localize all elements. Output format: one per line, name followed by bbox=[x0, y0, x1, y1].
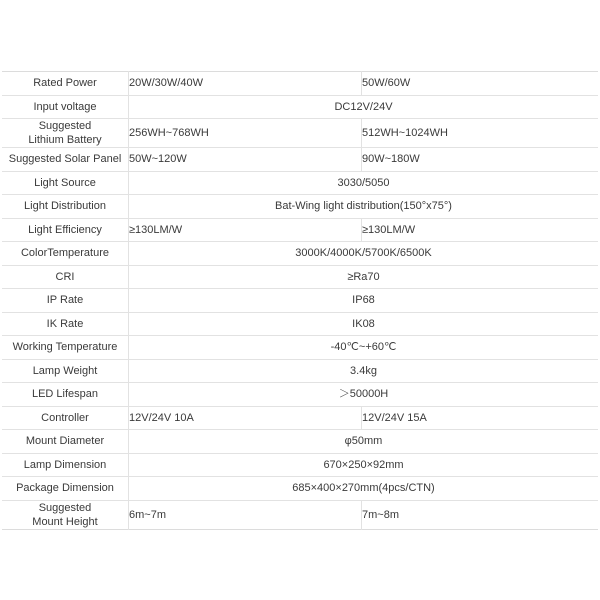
row-label-line1: LED Lifespan bbox=[31, 388, 99, 401]
table-row bbox=[2, 359, 598, 383]
table-row bbox=[2, 289, 598, 313]
table-row bbox=[2, 242, 598, 266]
table-row bbox=[2, 265, 598, 289]
row-value-merged: 670×250×92mm bbox=[129, 453, 599, 477]
row-label-line1: Light Source bbox=[34, 176, 96, 189]
row-label bbox=[2, 218, 129, 242]
row-value-merged: 685×400×270mm(4pcs/CTN) bbox=[129, 477, 599, 501]
row-label bbox=[2, 242, 129, 266]
row-value-secondary: ≥130LM/W bbox=[362, 218, 599, 242]
table-row bbox=[2, 312, 598, 336]
specification-table-body bbox=[2, 72, 598, 530]
row-label bbox=[2, 406, 129, 430]
row-label bbox=[2, 430, 129, 454]
row-label bbox=[2, 148, 129, 172]
row-value-merged: 3000K/4000K/5700K/6500K bbox=[129, 242, 599, 266]
row-value-secondary: 12V/24V 15A bbox=[362, 406, 599, 430]
row-label-line1: Input voltage bbox=[33, 100, 97, 113]
table-row bbox=[2, 95, 598, 119]
table-row bbox=[2, 430, 598, 454]
row-label-line1: ColorTemperature bbox=[20, 247, 110, 260]
row-value-merged: 3030/5050 bbox=[129, 171, 599, 195]
row-label-line2: Lithium Battery bbox=[28, 134, 102, 147]
row-label-line1: Suggested Solar Panel bbox=[8, 153, 122, 166]
row-label bbox=[2, 453, 129, 477]
row-value-merged: Bat-Wing light distribution(150°x75°) bbox=[129, 195, 599, 219]
row-value-primary: ≥130LM/W bbox=[129, 218, 362, 242]
row-value-merged: φ50mm bbox=[129, 430, 599, 454]
table-row bbox=[2, 72, 598, 96]
row-value-primary: 256WH~768WH bbox=[129, 119, 362, 148]
row-value-secondary: 7m~8m bbox=[362, 500, 599, 529]
specification-table bbox=[2, 71, 598, 530]
row-label-line1: Controller bbox=[41, 411, 89, 424]
row-value-merged: 3.4kg bbox=[129, 359, 599, 383]
specification-table-container bbox=[2, 71, 598, 530]
row-label bbox=[2, 359, 129, 383]
row-label-line1: Rated Power bbox=[33, 77, 97, 90]
row-label-line1: Light Efficiency bbox=[28, 223, 102, 236]
row-value-merged: -40℃~+60℃ bbox=[129, 336, 599, 360]
table-row bbox=[2, 336, 598, 360]
row-label bbox=[2, 72, 129, 96]
row-label bbox=[2, 383, 129, 407]
row-value-primary: 6m~7m bbox=[129, 500, 362, 529]
row-label-line1: Suggested bbox=[38, 120, 92, 132]
table-row bbox=[2, 119, 598, 148]
row-label-line1: Lamp Dimension bbox=[23, 458, 107, 471]
row-label bbox=[2, 477, 129, 501]
row-label bbox=[2, 95, 129, 119]
table-row bbox=[2, 477, 598, 501]
table-row bbox=[2, 171, 598, 195]
row-label-line1: IK Rate bbox=[46, 317, 84, 330]
row-label bbox=[2, 119, 129, 148]
row-label-line1: Light Distribution bbox=[24, 200, 106, 213]
table-row bbox=[2, 383, 598, 407]
row-value-merged: IK08 bbox=[129, 312, 599, 336]
row-label-line1: CRI bbox=[55, 270, 75, 283]
row-value-merged: IP68 bbox=[129, 289, 599, 313]
table-row bbox=[2, 406, 598, 430]
row-value-secondary: 50W/60W bbox=[362, 72, 599, 96]
row-label bbox=[2, 265, 129, 289]
row-label bbox=[2, 171, 129, 195]
row-value-primary: 12V/24V 10A bbox=[129, 406, 362, 430]
row-label-line1: IP Rate bbox=[46, 294, 84, 307]
row-label-line1: Package Dimension bbox=[16, 482, 114, 495]
table-row bbox=[2, 195, 598, 219]
row-label bbox=[2, 289, 129, 313]
row-value-secondary: 90W~180W bbox=[362, 148, 599, 172]
row-label-line1: Lamp Weight bbox=[32, 364, 98, 377]
row-value-merged: DC12V/24V bbox=[129, 95, 599, 119]
row-label bbox=[2, 312, 129, 336]
row-value-primary: 50W~120W bbox=[129, 148, 362, 172]
row-label bbox=[2, 195, 129, 219]
row-label-line1: Working Temperature bbox=[12, 341, 118, 354]
table-row bbox=[2, 148, 598, 172]
table-row bbox=[2, 218, 598, 242]
row-label-line1: Suggested bbox=[38, 501, 92, 514]
row-label-line1: Mount Diameter bbox=[25, 435, 105, 448]
row-value-secondary: 512WH~1024WH bbox=[362, 119, 599, 148]
row-value-merged: ≥Ra70 bbox=[129, 265, 599, 289]
table-row bbox=[2, 500, 598, 529]
row-label bbox=[2, 500, 129, 529]
table-row bbox=[2, 453, 598, 477]
row-label bbox=[2, 336, 129, 360]
row-value-merged: ＞50000H bbox=[129, 383, 599, 407]
row-label-line2: Mount Height bbox=[32, 515, 98, 528]
row-value-primary: 20W/30W/40W bbox=[129, 72, 362, 96]
